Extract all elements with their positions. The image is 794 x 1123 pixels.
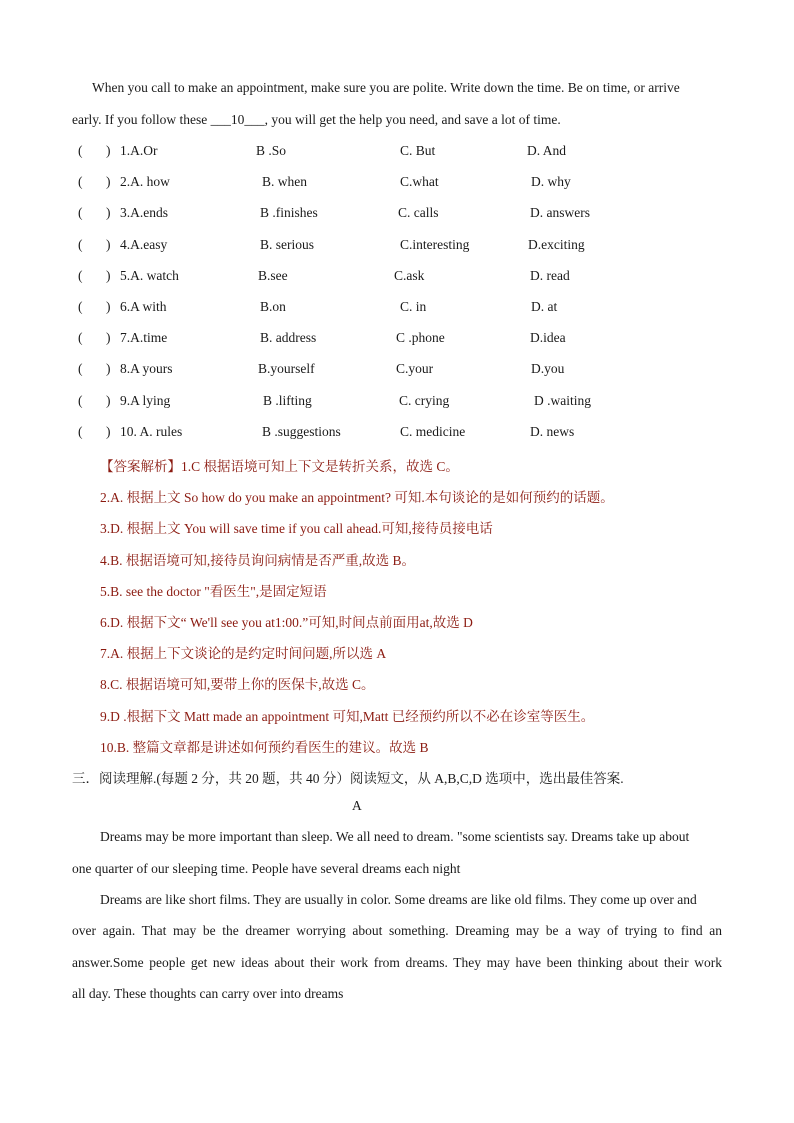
answer-3: 3.D. 根据上文 You will save time if you call ahead.可知,接待员接电话 <box>100 521 493 536</box>
option-d: D .waiting <box>534 393 591 408</box>
option-b: B .lifting <box>263 393 312 408</box>
paren-close: ) <box>106 237 111 252</box>
option-a: 6.A with <box>120 299 167 314</box>
option-b: B. when <box>262 174 307 189</box>
answer-8: 8.C. 根据语境可知,要带上你的医保卡,故选 C。 <box>100 677 375 692</box>
paren-close: ) <box>106 361 111 376</box>
option-b: B.see <box>258 268 288 283</box>
option-c: C.your <box>396 361 434 376</box>
question-row-9 <box>78 393 678 411</box>
paren-close: ) <box>106 174 111 189</box>
paren-open: ( <box>78 237 83 252</box>
option-d: D.exciting <box>528 237 585 252</box>
option-d: D. at <box>531 299 558 314</box>
paren-close: ) <box>106 424 111 439</box>
paren-close: ) <box>106 205 111 220</box>
passage-intro-line-1: When you call to make an appointment, make sure you are polite. Write down the time. Be on time, or arrive <box>92 80 680 95</box>
passage-p2-line-3: answer.Some people get new ideas about their work from dreams. They may have been thinking about their work <box>72 955 722 970</box>
paren-open: ( <box>78 361 83 376</box>
option-d: D. why <box>531 174 571 189</box>
paren-open: ( <box>78 424 83 439</box>
paren-close: ) <box>106 393 111 408</box>
option-a: 5.A. watch <box>120 268 179 283</box>
option-d: D.you <box>531 361 565 376</box>
option-d: D. news <box>530 424 575 439</box>
option-d: D. And <box>527 143 567 158</box>
question-row-10 <box>78 424 678 442</box>
paren-close: ) <box>106 299 111 314</box>
option-c: C. in <box>400 299 427 314</box>
option-a: 1.A.Or <box>120 143 158 158</box>
answer-6: 6.D. 根据下文“ We'll see you at1:00.”可知,时间点前面用at,故选 D <box>100 615 473 630</box>
option-a: 7.A.time <box>120 330 168 345</box>
answer-2: 2.A. 根据上文 So how do you make an appointment? 可知.本句谈论的是如何预约的话题。 <box>100 490 614 505</box>
question-row-3 <box>78 205 678 223</box>
paren-close: ) <box>106 330 111 345</box>
answer-5: 5.B. see the doctor "看医生",是固定短语 <box>100 584 327 599</box>
option-b: B .suggestions <box>262 424 341 439</box>
answer-9: 9.D .根据下文 Matt made an appointment 可知,Matt 已经预约所以不必在诊室等医生。 <box>100 709 595 724</box>
paren-close: ) <box>106 268 111 283</box>
passage-intro-line-2: early. If you follow these ___10___, you will get the help you need, and save a lot of time. <box>72 112 561 127</box>
passage-p2-line-1: Dreams are like short films. They are usually in color. Some dreams are like old films. They come up over and <box>100 892 697 907</box>
option-b: B .So <box>256 143 287 158</box>
option-c: C .phone <box>396 330 445 345</box>
question-row-5 <box>78 268 678 286</box>
option-b: B. address <box>260 330 317 345</box>
option-c: C. But <box>400 143 436 158</box>
option-a: 4.A.easy <box>120 237 168 252</box>
passage-label: A <box>352 798 362 813</box>
paren-open: ( <box>78 268 83 283</box>
option-c: C. calls <box>398 205 439 220</box>
option-a: 8.A yours <box>120 361 173 376</box>
question-row-7 <box>78 330 678 348</box>
paren-open: ( <box>78 143 83 158</box>
passage-p1-line-1: Dreams may be more important than sleep. We all need to dream. "some scientists say. Dreams take up about <box>100 829 690 844</box>
section-heading: 三．阅读理解.(每题 2 分，共 20 题，共 40 分）阅读短文，从 A,B,C,D 选项中，选出最佳答案. <box>72 771 624 786</box>
answer-1: 【答案解析】1.C 根据语境可知上下文是转折关系，故选 C。 <box>100 459 459 474</box>
paren-open: ( <box>78 299 83 314</box>
option-a: 10. A. rules <box>120 424 183 439</box>
passage-p2-line-4: all day. These thoughts can carry over into dreams <box>72 986 344 1001</box>
paren-open: ( <box>78 330 83 345</box>
option-b: B.yourself <box>258 361 315 376</box>
answer-4: 4.B. 根据语境可知,接待员询问病情是否严重,故选 B。 <box>100 553 416 568</box>
option-b: B.on <box>260 299 286 314</box>
question-row-8 <box>78 361 678 379</box>
passage-p2-line-2: over again. That may be the dreamer worrying about something. Dreaming may be a way of trying to find an <box>72 923 722 938</box>
option-c: C. crying <box>399 393 450 408</box>
question-row-4 <box>78 237 678 255</box>
option-d: D. answers <box>530 205 590 220</box>
answer-10: 10.B. 整篇文章都是讲述如何预约看医生的建议。故选 B <box>100 740 429 755</box>
option-c: C.what <box>400 174 439 189</box>
option-d: D.idea <box>530 330 566 345</box>
answer-7: 7.A. 根据上下文谈论的是约定时间问题,所以选 A <box>100 646 387 661</box>
question-row-2 <box>78 174 678 192</box>
option-a: 2.A. how <box>120 174 170 189</box>
paren-open: ( <box>78 393 83 408</box>
paren-close: ) <box>106 143 111 158</box>
question-row-6 <box>78 299 678 317</box>
option-a: 9.A lying <box>120 393 171 408</box>
passage-p1-line-2: one quarter of our sleeping time. People have several dreams each night <box>72 861 461 876</box>
paren-open: ( <box>78 205 83 220</box>
option-b: B .finishes <box>260 205 318 220</box>
option-c: C.interesting <box>400 237 470 252</box>
option-c: C. medicine <box>400 424 466 439</box>
option-d: D. read <box>530 268 570 283</box>
question-row-1 <box>78 143 678 161</box>
paren-open: ( <box>78 174 83 189</box>
option-b: B. serious <box>260 237 314 252</box>
option-a: 3.A.ends <box>120 205 168 220</box>
option-c: C.ask <box>394 268 425 283</box>
